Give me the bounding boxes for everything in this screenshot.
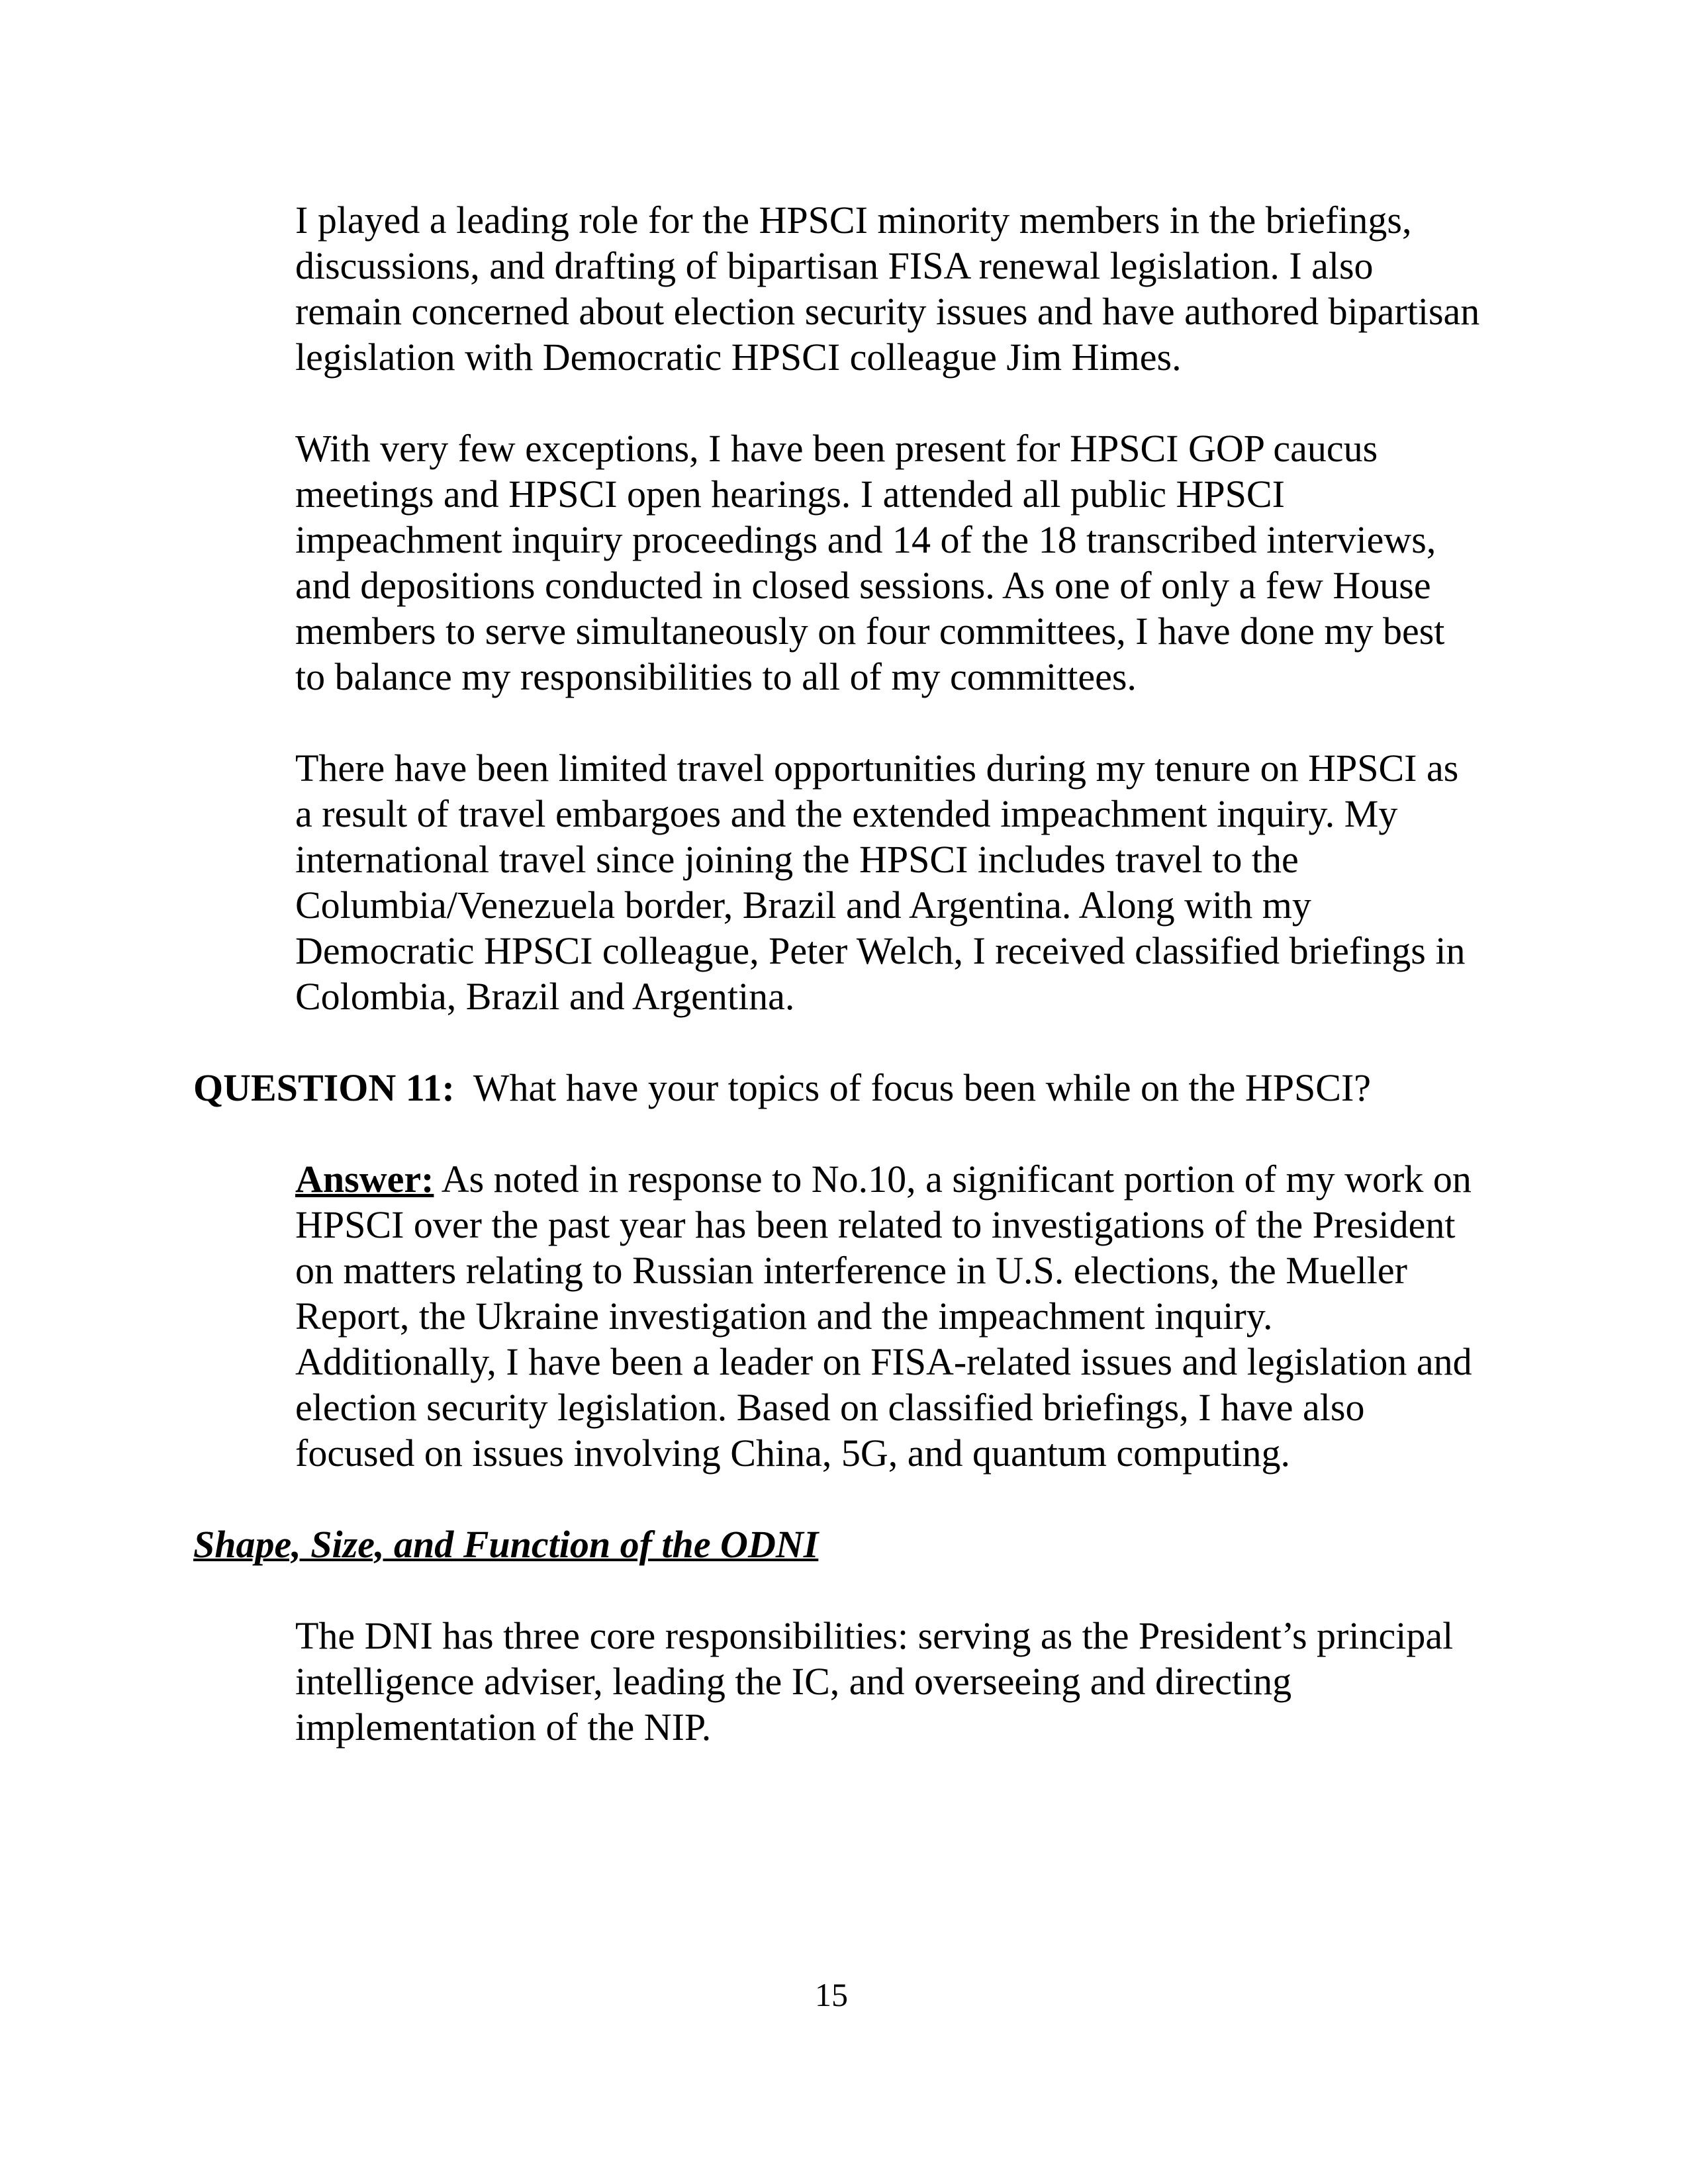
text-line: members to serve simultaneously on four committees, I have done my best bbox=[295, 610, 1445, 653]
text-line: implementation of the NIP. bbox=[295, 1706, 712, 1749]
text-line: Colombia, Brazil and Argentina. bbox=[295, 975, 795, 1018]
text-line: With very few exceptions, I have been present for HPSCI GOP caucus bbox=[295, 427, 1378, 470]
text-line: HPSCI over the past year has been related to investigations of the President bbox=[295, 1203, 1456, 1246]
question-label: QUESTION 11: bbox=[193, 1066, 455, 1109]
text-line: on matters relating to Russian interference in U.S. elections, the Mueller bbox=[295, 1249, 1407, 1292]
text-line: international travel since joining the HPSCI includes travel to the bbox=[295, 838, 1299, 881]
answer-first-line: As noted in response to No.10, a significant portion of my work on bbox=[434, 1158, 1472, 1201]
text-line: to balance my responsibilities to all of my committees. bbox=[295, 655, 1137, 698]
paragraph-travel bbox=[0, 745, 1688, 1019]
answer-11 bbox=[0, 1156, 1688, 1476]
section-heading: Shape, Size, and Function of the ODNI bbox=[193, 1523, 819, 1566]
text-line: legislation with Democratic HPSCI colleague Jim Himes. bbox=[295, 336, 1182, 379]
text-line: I played a leading role for the HPSCI minority members in the briefings, bbox=[295, 199, 1412, 242]
paragraph-dni bbox=[0, 1613, 1688, 1750]
text-line: There have been limited travel opportunities during my tenure on HPSCI as bbox=[295, 747, 1459, 790]
question-text: What have your topics of focus been while on the HPSCI? bbox=[473, 1066, 1372, 1109]
text-line: Additionally, I have been a leader on FISA-related issues and legislation and bbox=[295, 1340, 1472, 1383]
text-line: Democratic HPSCI colleague, Peter Welch, I received classified briefings in bbox=[295, 929, 1466, 972]
paragraph-fisa bbox=[0, 197, 1688, 380]
page-number: 15 bbox=[815, 1976, 848, 2013]
text-line: Columbia/Venezuela border, Brazil and Argentina. Along with my bbox=[295, 884, 1311, 927]
paragraph-attendance bbox=[0, 426, 1688, 700]
text-line: election security legislation. Based on classified briefings, I have also bbox=[295, 1386, 1365, 1429]
text-line: remain concerned about election security issues and have authored bipartisan bbox=[295, 290, 1480, 333]
text-line: and depositions conducted in closed sessions. As one of only a few House bbox=[295, 564, 1431, 607]
text-line: discussions, and drafting of bipartisan FISA renewal legislation. I also bbox=[295, 244, 1374, 287]
text-line: The DNI has three core responsibilities: serving as the President’s principal bbox=[295, 1614, 1454, 1657]
text-line: meetings and HPSCI open hearings. I attended all public HPSCI bbox=[295, 473, 1285, 516]
text-line: a result of travel embargoes and the extended impeachment inquiry. My bbox=[295, 792, 1398, 835]
answer-label: Answer: bbox=[295, 1158, 434, 1201]
question-11 bbox=[0, 1065, 1688, 1111]
question-line bbox=[193, 1065, 1688, 1111]
text-line bbox=[295, 1156, 1688, 1202]
document-page bbox=[0, 197, 1688, 1796]
text-line: intelligence adviser, leading the IC, and overseeing and directing bbox=[295, 1660, 1292, 1703]
section-heading-block bbox=[0, 1522, 1688, 1567]
text-line: Report, the Ukraine investigation and the impeachment inquiry. bbox=[295, 1295, 1273, 1338]
text-line: impeachment inquiry proceedings and 14 of the 18 transcribed interviews, bbox=[295, 518, 1436, 561]
text-line: focused on issues involving China, 5G, and quantum computing. bbox=[295, 1432, 1291, 1475]
